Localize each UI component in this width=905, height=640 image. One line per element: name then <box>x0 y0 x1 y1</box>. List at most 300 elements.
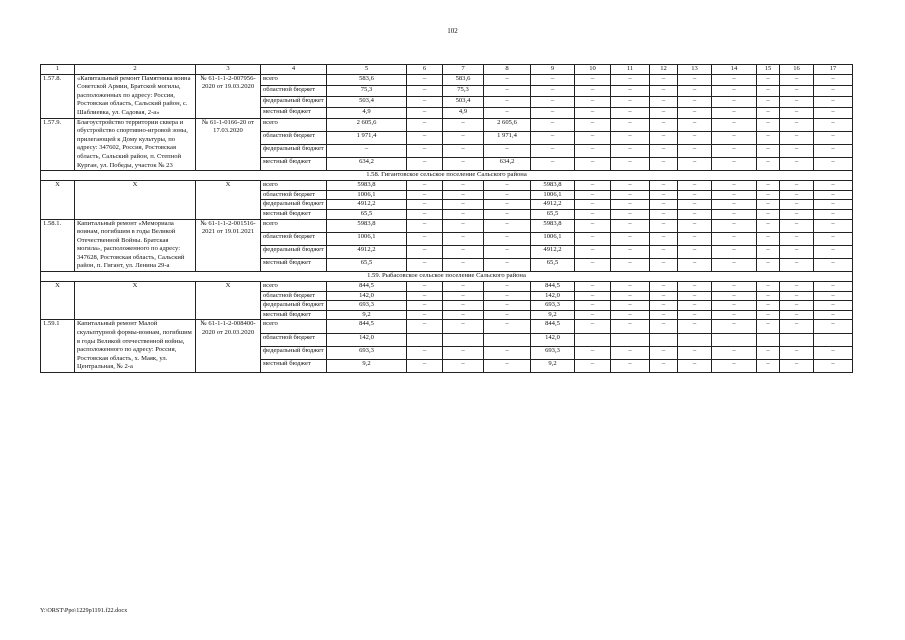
amount-cell: – <box>712 190 757 200</box>
amount-cell: – <box>814 157 853 170</box>
amount-cell: 4912,2 <box>531 200 575 210</box>
amount-cell <box>443 333 484 346</box>
column-number: 1 <box>41 65 75 75</box>
amount-cell: 5983,8 <box>531 219 575 232</box>
amount-cell: – <box>407 107 443 118</box>
amount-cell: – <box>611 346 650 359</box>
amount-cell: – <box>611 291 650 301</box>
amount-cell: – <box>575 85 611 96</box>
amount-cell: – <box>575 291 611 301</box>
amount-cell: – <box>443 282 484 292</box>
amount-cell: – <box>780 310 814 320</box>
column-number: 16 <box>780 65 814 75</box>
funding-source: федеральный бюджет <box>261 301 327 311</box>
amount-cell: 1 971,4 <box>327 131 407 144</box>
funding-source: областной бюджет <box>261 85 327 96</box>
amount-cell: – <box>780 144 814 157</box>
amount-cell: 693,3 <box>531 346 575 359</box>
amount-cell: – <box>712 74 757 85</box>
amount-cell: 4912,2 <box>327 245 407 258</box>
amount-cell: – <box>780 74 814 85</box>
amount-cell: 503,4 <box>443 96 484 107</box>
amount-cell: – <box>650 118 678 131</box>
funding-source: местный бюджет <box>261 157 327 170</box>
amount-cell: – <box>712 301 757 311</box>
amount-cell: – <box>678 96 712 107</box>
object-name: «Капитальный ремонт Памятника воина Советской Армии, Братской могилы, расположенных по адресу: Россия, Ростовская область, Сальский район, с. Шаблиевка, ул. Садовая, 2-а» <box>75 74 196 118</box>
amount-cell: – <box>757 359 780 372</box>
amount-cell: – <box>407 232 443 245</box>
column-number: 14 <box>712 65 757 75</box>
amount-cell <box>757 333 780 346</box>
amount-cell: – <box>780 118 814 131</box>
amount-cell: – <box>611 190 650 200</box>
expertise-document: Х <box>196 181 261 219</box>
table-row <box>41 219 853 232</box>
amount-cell: 1006,1 <box>327 190 407 200</box>
amount-cell: – <box>611 301 650 311</box>
amount-cell: – <box>780 107 814 118</box>
amount-cell: – <box>678 131 712 144</box>
funding-source: местный бюджет <box>261 310 327 320</box>
column-number: 4 <box>261 65 327 75</box>
amount-cell: – <box>484 346 531 359</box>
amount-cell: – <box>650 107 678 118</box>
amount-cell: – <box>712 291 757 301</box>
amount-cell: – <box>757 310 780 320</box>
amount-cell: – <box>484 74 531 85</box>
amount-cell: – <box>678 181 712 191</box>
amount-cell: – <box>814 200 853 210</box>
amount-cell: 9,2 <box>327 310 407 320</box>
amount-cell: – <box>650 282 678 292</box>
amount-cell: – <box>757 107 780 118</box>
amount-cell: – <box>443 301 484 311</box>
funding-source: всего <box>261 118 327 131</box>
amount-cell: 65,5 <box>531 258 575 271</box>
object-name: Благоустройство территории сквера и обустройство спортивно-игровой зоны, прилегающей к Дому культуры, по адресу: 347602, Россия, Ростовская область, Сальский район, п. Степной Курган, ул. Победы, участок № 23 <box>75 118 196 171</box>
amount-cell: – <box>712 131 757 144</box>
amount-cell: – <box>757 291 780 301</box>
amount-cell: – <box>575 181 611 191</box>
funding-source: федеральный бюджет <box>261 346 327 359</box>
amount-cell: – <box>712 144 757 157</box>
amount-cell: 5983,8 <box>327 219 407 232</box>
amount-cell: – <box>780 190 814 200</box>
amount-cell: – <box>814 346 853 359</box>
amount-cell: – <box>678 157 712 170</box>
amount-cell: 2 605,6 <box>484 118 531 131</box>
funding-source: областной бюджет <box>261 333 327 346</box>
amount-cell: – <box>678 74 712 85</box>
amount-cell: – <box>678 107 712 118</box>
amount-cell: – <box>484 85 531 96</box>
amount-cell: – <box>575 131 611 144</box>
amount-cell: – <box>575 209 611 219</box>
amount-cell: 844,5 <box>327 320 407 333</box>
amount-cell: – <box>531 144 575 157</box>
amount-cell: – <box>814 118 853 131</box>
amount-cell: – <box>443 118 484 131</box>
amount-cell: – <box>611 181 650 191</box>
object-name: Х <box>75 181 196 219</box>
amount-cell: 4912,2 <box>327 200 407 210</box>
page-number: 102 <box>447 27 458 35</box>
amount-cell: – <box>407 190 443 200</box>
amount-cell: – <box>407 131 443 144</box>
row-id: 1.58.1. <box>41 219 75 272</box>
amount-cell: – <box>575 232 611 245</box>
row-id: Х <box>41 181 75 219</box>
amount-cell: 9,2 <box>531 310 575 320</box>
amount-cell: – <box>575 346 611 359</box>
amount-cell: – <box>678 118 712 131</box>
amount-cell: – <box>814 258 853 271</box>
amount-cell: – <box>650 258 678 271</box>
amount-cell: – <box>407 346 443 359</box>
amount-cell: – <box>780 282 814 292</box>
amount-cell: – <box>575 96 611 107</box>
amount-cell: 4,9 <box>443 107 484 118</box>
budget-table <box>40 64 853 373</box>
amount-cell: – <box>443 144 484 157</box>
amount-cell: – <box>575 118 611 131</box>
amount-cell: – <box>611 107 650 118</box>
amount-cell: – <box>407 320 443 333</box>
amount-cell: – <box>484 209 531 219</box>
funding-source: областной бюджет <box>261 291 327 301</box>
amount-cell: – <box>757 200 780 210</box>
funding-source: всего <box>261 320 327 333</box>
expertise-document: Х <box>196 282 261 320</box>
amount-cell: – <box>611 219 650 232</box>
funding-source: всего <box>261 282 327 292</box>
amount-cell: – <box>712 107 757 118</box>
amount-cell: – <box>650 96 678 107</box>
amount-cell <box>575 333 611 346</box>
amount-cell: – <box>650 310 678 320</box>
amount-cell: – <box>484 190 531 200</box>
amount-cell: – <box>575 301 611 311</box>
object-name: Х <box>75 282 196 320</box>
amount-cell: – <box>650 131 678 144</box>
amount-cell: – <box>814 107 853 118</box>
amount-cell: – <box>650 200 678 210</box>
funding-source: федеральный бюджет <box>261 144 327 157</box>
amount-cell: – <box>678 346 712 359</box>
amount-cell: 142,0 <box>327 333 407 346</box>
amount-cell: – <box>712 209 757 219</box>
expertise-document: № 61-1-0166-20 от 17.03.2020 <box>196 118 261 171</box>
amount-cell: – <box>484 200 531 210</box>
funding-source: местный бюджет <box>261 209 327 219</box>
amount-cell: – <box>407 157 443 170</box>
amount-cell: – <box>678 258 712 271</box>
amount-cell: – <box>814 291 853 301</box>
amount-cell: – <box>712 85 757 96</box>
amount-cell: – <box>443 157 484 170</box>
amount-cell: – <box>757 258 780 271</box>
amount-cell: – <box>575 107 611 118</box>
amount-cell: – <box>757 118 780 131</box>
expertise-document: № 61-1-1-2-008400-2020 от 20.03.2020 <box>196 320 261 373</box>
amount-cell: – <box>678 310 712 320</box>
amount-cell: – <box>611 320 650 333</box>
amount-cell: – <box>712 359 757 372</box>
amount-cell: – <box>575 74 611 85</box>
amount-cell: – <box>780 96 814 107</box>
amount-cell: – <box>575 320 611 333</box>
amount-cell: – <box>611 85 650 96</box>
amount-cell: – <box>712 346 757 359</box>
amount-cell: – <box>757 131 780 144</box>
amount-cell: – <box>650 219 678 232</box>
amount-cell: – <box>484 107 531 118</box>
amount-cell: – <box>650 301 678 311</box>
column-number: 15 <box>757 65 780 75</box>
amount-cell: 9,2 <box>531 359 575 372</box>
amount-cell: – <box>757 85 780 96</box>
amount-cell: – <box>678 85 712 96</box>
amount-cell: – <box>712 310 757 320</box>
amount-cell: – <box>650 85 678 96</box>
amount-cell: – <box>484 219 531 232</box>
amount-cell: – <box>407 359 443 372</box>
column-number: 9 <box>531 65 575 75</box>
amount-cell: 65,5 <box>327 258 407 271</box>
amount-cell: – <box>407 301 443 311</box>
amount-cell: – <box>611 157 650 170</box>
amount-cell: 1 971,4 <box>484 131 531 144</box>
amount-cell: 5983,8 <box>327 181 407 191</box>
funding-source: областной бюджет <box>261 131 327 144</box>
amount-cell: – <box>443 219 484 232</box>
amount-cell: – <box>780 209 814 219</box>
amount-cell: – <box>678 282 712 292</box>
amount-cell: – <box>780 131 814 144</box>
column-number: 3 <box>196 65 261 75</box>
amount-cell: 634,2 <box>327 157 407 170</box>
amount-cell: – <box>531 74 575 85</box>
amount-cell: – <box>611 118 650 131</box>
amount-cell: – <box>678 359 712 372</box>
amount-cell: 2 605,6 <box>327 118 407 131</box>
amount-cell: – <box>712 118 757 131</box>
amount-cell: – <box>443 320 484 333</box>
amount-cell: – <box>757 96 780 107</box>
amount-cell: – <box>443 131 484 144</box>
amount-cell: – <box>757 282 780 292</box>
amount-cell: – <box>757 232 780 245</box>
amount-cell: – <box>443 291 484 301</box>
amount-cell: – <box>712 282 757 292</box>
amount-cell: – <box>650 359 678 372</box>
amount-cell: – <box>611 232 650 245</box>
column-number: 2 <box>75 65 196 75</box>
funding-source: местный бюджет <box>261 107 327 118</box>
amount-cell: – <box>780 359 814 372</box>
amount-cell: – <box>780 245 814 258</box>
amount-cell: – <box>531 85 575 96</box>
amount-cell: 583,6 <box>443 74 484 85</box>
expertise-document: № 61-1-1-2-007956-2020 от 19.03.2020 <box>196 74 261 118</box>
section-row <box>41 171 853 181</box>
amount-cell: – <box>814 144 853 157</box>
amount-cell: – <box>712 320 757 333</box>
funding-source: местный бюджет <box>261 359 327 372</box>
amount-cell: – <box>407 310 443 320</box>
amount-cell: – <box>484 144 531 157</box>
column-number: 6 <box>407 65 443 75</box>
amount-cell: – <box>712 258 757 271</box>
amount-cell <box>678 333 712 346</box>
amount-cell: – <box>484 282 531 292</box>
amount-cell: – <box>407 85 443 96</box>
amount-cell: – <box>814 320 853 333</box>
amount-cell: – <box>531 131 575 144</box>
amount-cell: 142,0 <box>327 291 407 301</box>
amount-cell: – <box>650 144 678 157</box>
amount-cell: – <box>780 157 814 170</box>
amount-cell: – <box>484 258 531 271</box>
amount-cell: – <box>780 181 814 191</box>
row-id: Х <box>41 282 75 320</box>
amount-cell: – <box>650 291 678 301</box>
amount-cell: – <box>780 219 814 232</box>
amount-cell <box>611 333 650 346</box>
row-id: 1.57.9. <box>41 118 75 171</box>
amount-cell: – <box>443 310 484 320</box>
amount-cell: – <box>611 96 650 107</box>
amount-cell: – <box>780 291 814 301</box>
amount-cell: – <box>780 200 814 210</box>
amount-cell: – <box>575 359 611 372</box>
amount-cell: – <box>678 209 712 219</box>
amount-cell: – <box>757 209 780 219</box>
file-path-footer: Y:\ORST\Ppo\1229p1191.f22.docx <box>40 607 128 614</box>
funding-source: федеральный бюджет <box>261 200 327 210</box>
amount-cell: – <box>650 157 678 170</box>
amount-cell: – <box>611 131 650 144</box>
amount-cell: – <box>650 181 678 191</box>
amount-cell <box>712 333 757 346</box>
table-row <box>41 118 853 131</box>
amount-cell: – <box>443 346 484 359</box>
amount-cell: – <box>757 181 780 191</box>
column-number: 10 <box>575 65 611 75</box>
amount-cell: – <box>407 209 443 219</box>
amount-cell: – <box>712 219 757 232</box>
amount-cell: – <box>443 209 484 219</box>
amount-cell: – <box>531 107 575 118</box>
amount-cell: – <box>611 359 650 372</box>
amount-cell: – <box>757 346 780 359</box>
amount-cell: – <box>407 245 443 258</box>
amount-cell: – <box>407 118 443 131</box>
amount-cell: – <box>780 320 814 333</box>
amount-cell: – <box>611 258 650 271</box>
funding-source: областной бюджет <box>261 190 327 200</box>
amount-cell <box>650 333 678 346</box>
amount-cell: – <box>484 320 531 333</box>
amount-cell: – <box>814 232 853 245</box>
amount-cell: – <box>757 301 780 311</box>
amount-cell: – <box>327 144 407 157</box>
funding-source: всего <box>261 219 327 232</box>
amount-cell: 65,5 <box>531 209 575 219</box>
amount-cell: 75,3 <box>327 85 407 96</box>
amount-cell: – <box>678 301 712 311</box>
amount-cell <box>407 333 443 346</box>
amount-cell: – <box>650 346 678 359</box>
amount-cell: – <box>712 232 757 245</box>
column-number: 11 <box>611 65 650 75</box>
amount-cell: – <box>443 245 484 258</box>
column-number-row <box>41 65 853 75</box>
amount-cell: 693,3 <box>327 346 407 359</box>
column-number: 8 <box>484 65 531 75</box>
amount-cell: 634,2 <box>484 157 531 170</box>
amount-cell: 844,5 <box>531 320 575 333</box>
amount-cell: – <box>484 291 531 301</box>
amount-cell: – <box>531 118 575 131</box>
amount-cell: – <box>484 310 531 320</box>
column-number: 13 <box>678 65 712 75</box>
amount-cell: – <box>678 219 712 232</box>
amount-cell: – <box>575 200 611 210</box>
amount-cell: – <box>712 96 757 107</box>
amount-cell: 693,3 <box>531 301 575 311</box>
amount-cell: – <box>712 245 757 258</box>
amount-cell <box>814 333 853 346</box>
amount-cell: – <box>407 96 443 107</box>
amount-cell: 583,6 <box>327 74 407 85</box>
amount-cell: – <box>650 74 678 85</box>
amount-cell: – <box>814 282 853 292</box>
amount-cell: 4,9 <box>327 107 407 118</box>
funding-source: областной бюджет <box>261 232 327 245</box>
amount-cell: 142,0 <box>531 291 575 301</box>
amount-cell: – <box>814 359 853 372</box>
amount-cell: – <box>611 209 650 219</box>
amount-cell: – <box>611 310 650 320</box>
amount-cell: – <box>484 245 531 258</box>
amount-cell: – <box>443 181 484 191</box>
amount-cell: – <box>678 144 712 157</box>
amount-cell: – <box>575 310 611 320</box>
amount-cell: – <box>443 359 484 372</box>
amount-cell: – <box>757 74 780 85</box>
amount-cell: – <box>443 200 484 210</box>
column-number: 7 <box>443 65 484 75</box>
amount-cell: – <box>780 258 814 271</box>
amount-cell: – <box>814 131 853 144</box>
amount-cell: – <box>814 245 853 258</box>
amount-cell: 844,5 <box>327 282 407 292</box>
section-title: 1.58. Гигантовское сельское поселение Сальского района <box>41 171 853 181</box>
amount-cell: – <box>484 181 531 191</box>
amount-cell: – <box>407 282 443 292</box>
funding-source: всего <box>261 74 327 85</box>
amount-cell: – <box>650 320 678 333</box>
amount-cell: – <box>678 245 712 258</box>
amount-cell: – <box>611 245 650 258</box>
amount-cell: – <box>678 200 712 210</box>
amount-cell: – <box>611 200 650 210</box>
amount-cell: – <box>780 232 814 245</box>
amount-cell: – <box>407 74 443 85</box>
amount-cell: – <box>575 245 611 258</box>
